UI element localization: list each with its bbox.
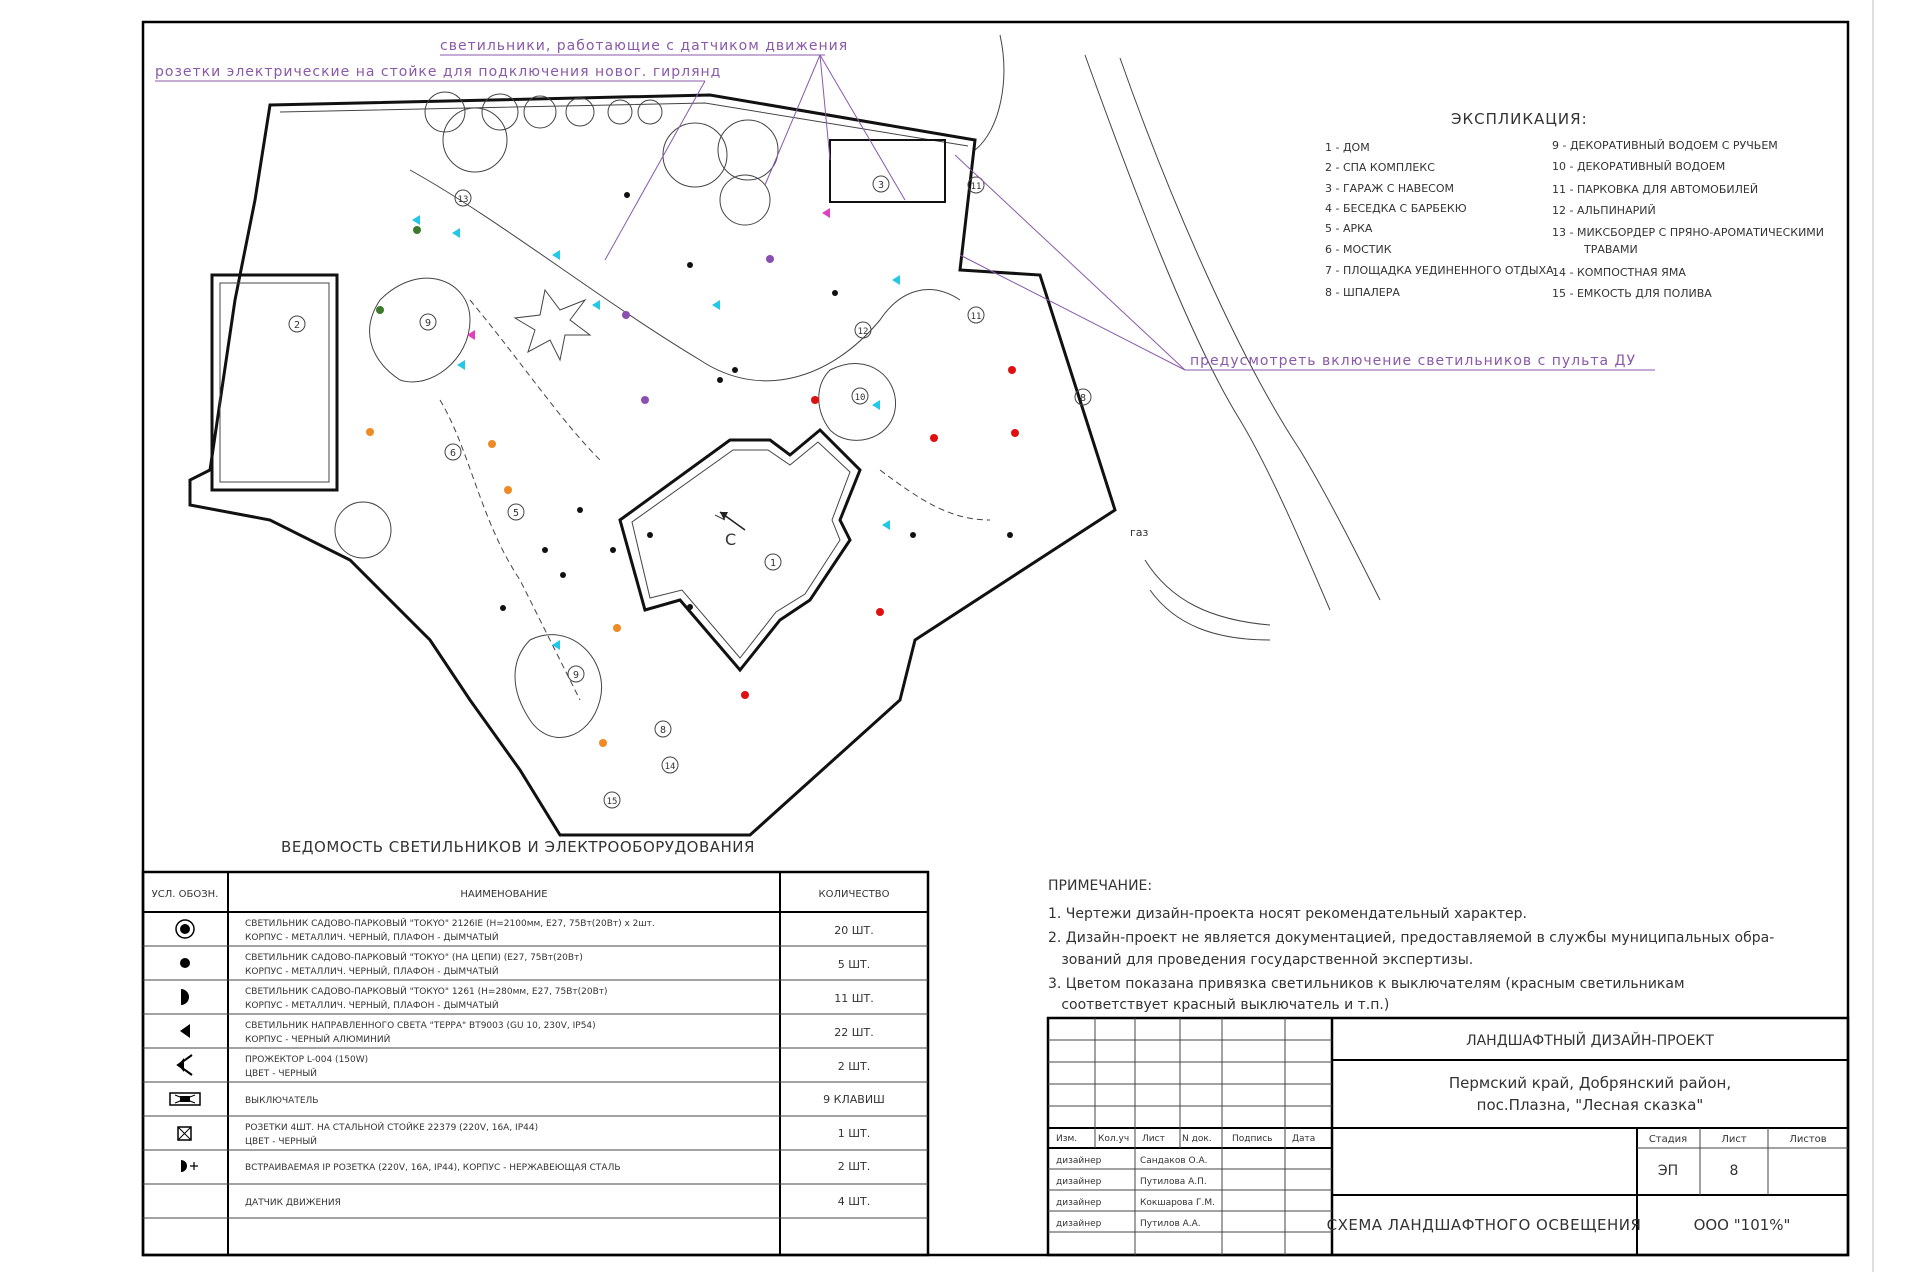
tb-role-1: дизайнер bbox=[1056, 1156, 1102, 1166]
schedule-row-5-qty: 2 ШТ. bbox=[837, 1060, 871, 1073]
explication-item-12: 12 - АЛЬПИНАРИЙ bbox=[1552, 204, 1656, 217]
schedule-row-7-qty: 1 ШТ. bbox=[837, 1127, 871, 1140]
schedule-header-name: НАИМЕНОВАНИЕ bbox=[460, 889, 548, 900]
tb-location-line1: Пермский край, Добрянский район, bbox=[1448, 1074, 1732, 1092]
schedule-row-3-desc: КОРПУС - МЕТАЛЛИЧ. ЧЕРНЫЙ, ПЛАФОН - ДЫМЧАТЫЙ bbox=[245, 1001, 499, 1011]
schedule-row-5-desc: ЦВЕТ - ЧЕРНЫЙ bbox=[245, 1069, 318, 1079]
callout-garland-sockets: розетки электрические на стойке для подключения новог. гирлянд bbox=[155, 64, 722, 80]
tb-sheets-header: Листов bbox=[1789, 1134, 1827, 1145]
spa-complex bbox=[212, 275, 337, 490]
explication-item-15: 15 - ЕМКОСТЬ ДЛЯ ПОЛИВА bbox=[1552, 287, 1712, 300]
tb-name-2: Путилова А.П. bbox=[1140, 1177, 1207, 1187]
filled-dot-icon bbox=[180, 958, 190, 968]
title-block bbox=[1048, 1018, 1848, 1255]
explication-item-14: 14 - КОМПОСТНАЯ ЯМА bbox=[1552, 266, 1686, 279]
marker-11b: 11 bbox=[970, 312, 982, 322]
callout-remote-control: предусмотреть включение светильников с пульта ДУ bbox=[1190, 353, 1637, 369]
marker-1: 1 bbox=[769, 558, 777, 569]
tb-name-4: Путилов А.А. bbox=[1140, 1219, 1201, 1229]
schedule-row-1-qty: 20 ШТ. bbox=[834, 924, 874, 937]
note-2-cont: зований для проведения государственной экспертизы. bbox=[1048, 952, 1474, 968]
explication bbox=[1325, 110, 1824, 300]
explication-item-13: 13 - МИКСБОРДЕР С ПРЯНО-АРОМАТИЧЕСКИМИ bbox=[1552, 226, 1825, 239]
schedule-row-4-name: СВЕТИЛЬНИК НАПРАВЛЕННОГО СВЕТА "ТЕРРА" ВТ9003 (GU 10, 230V, IP54) bbox=[245, 1021, 596, 1031]
explication-item-1: 1 - ДОМ bbox=[1325, 141, 1370, 154]
tb-name-3: Кокшарова Г.М. bbox=[1140, 1198, 1215, 1208]
explication-item-10: 10 - ДЕКОРАТИВНЫЙ ВОДОЕМ bbox=[1552, 160, 1726, 173]
light-fixtures bbox=[366, 192, 1019, 747]
tb-role-4: дизайнер bbox=[1056, 1219, 1102, 1229]
notes bbox=[1048, 878, 1774, 1013]
note-1: 1. Чертежи дизайн-проекта носят рекомендательный характер. bbox=[1048, 906, 1527, 922]
marker-8: 8 bbox=[1079, 393, 1087, 404]
marker-8b: 8 bbox=[659, 725, 667, 736]
tb-col-list: Лист bbox=[1142, 1134, 1165, 1144]
callout-motion-lights: светильники, работающие с датчиком движения bbox=[440, 38, 849, 54]
marker-2: 2 bbox=[293, 320, 301, 331]
marker-9a: 9 bbox=[424, 318, 432, 329]
schedule-row-1-name: СВЕТИЛЬНИК САДОВО-ПАРКОВЫЙ "ТОКYO" 2126IE (H=2100мм, E27, 75Вт(20Вт) х 2шт. bbox=[245, 919, 655, 929]
marker-5: 5 bbox=[512, 508, 520, 519]
explication-item-7: 7 - ПЛОЩАДКА УЕДИНЕННОГО ОТДЫХА bbox=[1325, 264, 1554, 277]
explication-item-9: 9 - ДЕКОРАТИВНЫЙ ВОДОЕМ С РУЧЬЕМ bbox=[1552, 139, 1778, 152]
schedule-row-3-name: СВЕТИЛЬНИК САДОВО-ПАРКОВЫЙ "ТОКYO" 1261 (H=280мм, E27, 75Вт(20Вт) bbox=[245, 987, 608, 997]
tb-role-3: дизайнер bbox=[1056, 1198, 1102, 1208]
switch-icon bbox=[170, 1093, 200, 1105]
explication-item-4: 4 - БЕСЕДКА С БАРБЕКЮ bbox=[1325, 202, 1467, 215]
tb-name-1: Сандаков О.А. bbox=[1140, 1156, 1208, 1166]
note-3-cont: соответствует красный выключатель и т.п.) bbox=[1048, 997, 1390, 1013]
built-in-socket-icon bbox=[181, 1160, 198, 1172]
explication-item-6: 6 - МОСТИК bbox=[1325, 243, 1392, 256]
schedule-row-4-qty: 22 ШТ. bbox=[834, 1026, 874, 1039]
schedule-row-9-name: ДАТЧИК ДВИЖЕНИЯ bbox=[245, 1198, 341, 1208]
marker-10: 10 bbox=[854, 393, 866, 403]
schedule-row-2-desc: КОРПУС - МЕТАЛЛИЧ. ЧЕРНЫЙ, ПЛАФОН - ДЫМЧАТЫЙ bbox=[245, 967, 499, 977]
schedule-header-symbol: УСЛ. ОБОЗН. bbox=[151, 889, 219, 900]
schedule-row-7-name: РОЗЕТКИ 4ШТ. НА СТАЛЬНОЙ СТОЙКЕ 22379 (220V, 16A, IP44) bbox=[245, 1123, 539, 1133]
note-2: 2. Дизайн-проект не является документацией, предоставляемой в службы муниципальных обра- bbox=[1048, 930, 1775, 946]
fixture-schedule bbox=[143, 838, 928, 1255]
circle-dot-icon bbox=[176, 920, 194, 938]
schedule-row-6-name: ВЫКЛЮЧАТЕЛЬ bbox=[245, 1096, 319, 1106]
tb-project-title: ЛАНДШАФТНЫЙ ДИЗАЙН-ПРОЕКТ bbox=[1466, 1033, 1714, 1049]
site-plan bbox=[155, 35, 1655, 835]
tb-col-ndok: N док. bbox=[1182, 1134, 1212, 1144]
gas-label: газ bbox=[1130, 526, 1149, 539]
schedule-row-7-desc: ЦВЕТ - ЧЕРНЫЙ bbox=[245, 1137, 318, 1147]
note-3: 3. Цветом показана привязка светильников к выключателям (красным светильникам bbox=[1048, 976, 1685, 992]
half-circle-icon bbox=[181, 989, 189, 1005]
marker-3: 3 bbox=[877, 180, 885, 191]
pond-9 bbox=[370, 278, 470, 382]
north-label: С bbox=[725, 530, 737, 549]
explication-item-13-cont: ТРАВАМИ bbox=[1584, 243, 1638, 256]
schedule-row-2-name: СВЕТИЛЬНИК САДОВО-ПАРКОВЫЙ "ТОКYO" (НА ЦЕПИ) (E27, 75Вт(20Вт) bbox=[245, 953, 583, 963]
marker-15: 15 bbox=[606, 797, 618, 807]
tb-stage-value: ЭП bbox=[1657, 1163, 1679, 1179]
marker-11a: 11 bbox=[970, 182, 982, 192]
tb-col-kolich: Кол.уч bbox=[1098, 1134, 1130, 1144]
schedule-row-2-qty: 5 ШТ. bbox=[837, 958, 871, 971]
schedule-row-5-name: ПРОЖЕКТОР L-004 (150W) bbox=[245, 1055, 369, 1065]
marker-9b: 9 bbox=[572, 670, 580, 681]
schedule-row-9-qty: 4 ШТ. bbox=[837, 1195, 871, 1208]
tb-col-izm: Изм. bbox=[1056, 1134, 1078, 1144]
tb-sheet-value: 8 bbox=[1729, 1163, 1739, 1179]
explication-item-5: 5 - АРКА bbox=[1325, 222, 1373, 235]
pond-9b bbox=[515, 635, 602, 738]
tb-col-date: Дата bbox=[1292, 1134, 1316, 1144]
schedule-title: ВЕДОМОСТЬ СВЕТИЛЬНИКОВ И ЭЛЕКТРООБОРУДОВАНИЯ bbox=[281, 838, 755, 856]
tb-stage-header: Стадия bbox=[1648, 1134, 1688, 1145]
projector-icon bbox=[178, 1055, 192, 1075]
marker-12: 12 bbox=[857, 327, 869, 337]
tb-company: ООО "101%" bbox=[1693, 1216, 1791, 1234]
explication-item-2: 2 - СПА КОМПЛЕКС bbox=[1325, 161, 1435, 174]
tb-location-line2: пос.Плазна, "Лесная сказка" bbox=[1476, 1096, 1704, 1114]
explication-item-3: 3 - ГАРАЖ С НАВЕСОМ bbox=[1325, 182, 1454, 195]
tb-drawing-title: СХЕМА ЛАНДШАФТНОГО ОСВЕЩЕНИЯ bbox=[1326, 1216, 1642, 1234]
marker-13: 13 bbox=[457, 195, 469, 205]
socket-post-icon bbox=[178, 1127, 191, 1140]
schedule-row-4-desc: КОРПУС - ЧЕРНЫЙ АЛЮМИНИЙ bbox=[245, 1035, 391, 1045]
schedule-row-3-qty: 11 ШТ. bbox=[834, 992, 874, 1005]
house bbox=[620, 430, 860, 670]
explication-item-11: 11 - ПАРКОВКА ДЛЯ АВТОМОБИЛЕЙ bbox=[1552, 183, 1759, 196]
explication-item-8: 8 - ШПАЛЕРА bbox=[1325, 286, 1400, 299]
notes-title: ПРИМЕЧАНИЕ: bbox=[1048, 878, 1153, 894]
schedule-row-8-name: ВСТРАИВАЕМАЯ IP РОЗЕТКА (220V, 16A, IP44), КОРПУС - НЕРЖАВЕЮЩАЯ СТАЛЬ bbox=[245, 1163, 621, 1173]
explication-title: ЭКСПЛИКАЦИЯ: bbox=[1451, 110, 1588, 128]
schedule-row-6-qty: 9 КЛАВИШ bbox=[823, 1093, 885, 1106]
schedule-row-8-qty: 2 ШТ. bbox=[837, 1160, 871, 1173]
tb-sheet-header: Лист bbox=[1721, 1134, 1747, 1145]
marker-14: 14 bbox=[664, 762, 676, 772]
marker-6: 6 bbox=[449, 448, 457, 459]
schedule-header-qty: КОЛИЧЕСТВО bbox=[818, 889, 890, 900]
schedule-row-1-desc: КОРПУС - МЕТАЛЛИЧ. ЧЕРНЫЙ, ПЛАФОН - ДЫМЧАТЫЙ bbox=[245, 933, 499, 943]
tb-role-2: дизайнер bbox=[1056, 1177, 1102, 1187]
tb-col-signature: Подпись bbox=[1232, 1134, 1273, 1144]
triangle-left-icon bbox=[180, 1024, 190, 1038]
